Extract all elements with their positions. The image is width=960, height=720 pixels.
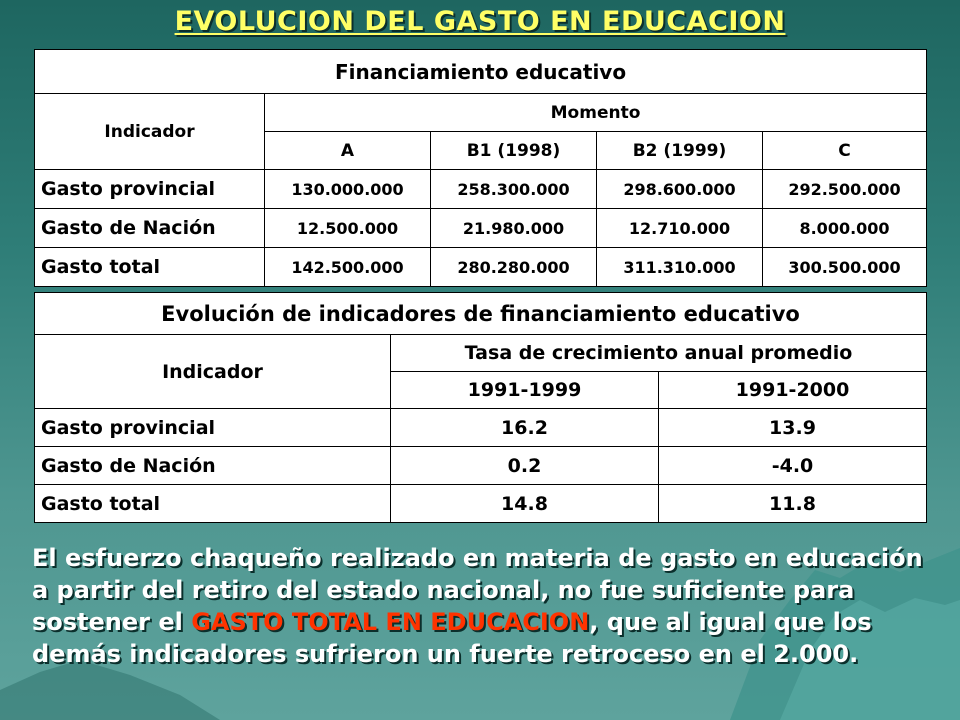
value-cell: 12.500.000: [265, 209, 431, 248]
value-cell: -4.0: [659, 447, 927, 485]
paragraph-text: , que al igual que los demás indicadores sufrieron un fuerte retroceso en el 2.000.: [32, 608, 872, 668]
column-header: 1991-2000: [659, 372, 927, 409]
value-cell: 292.500.000: [763, 170, 927, 209]
indicators-table-heading: Evolución de indicadores de financiamiento educativo: [35, 293, 927, 335]
table-row: [35, 209, 927, 248]
row-label: Gasto total: [35, 485, 391, 523]
indicator-header: Indicador: [35, 335, 391, 409]
paragraph-text: El esfuerzo chaqueño realizado en materia de gasto en educación a partir del retiro del estado nacional, no fue suficiente para sostener el: [32, 544, 923, 636]
table-row: [35, 409, 927, 447]
value-cell: 16.2: [391, 409, 659, 447]
row-label: Gasto total: [35, 248, 265, 287]
table-row: [35, 170, 927, 209]
value-cell: 12.710.000: [597, 209, 763, 248]
column-header: C: [763, 132, 927, 170]
table-row: [35, 447, 927, 485]
row-label: Gasto de Nación: [35, 209, 265, 248]
conclusion-paragraph: [32, 542, 932, 670]
slide-title: EVOLUCION DEL GASTO EN EDUCACION: [174, 6, 786, 37]
value-cell: 13.9: [659, 409, 927, 447]
value-cell: 8.000.000: [763, 209, 927, 248]
moment-header: Momento: [265, 94, 927, 132]
value-cell: 142.500.000: [265, 248, 431, 287]
value-cell: 130.000.000: [265, 170, 431, 209]
column-header: A: [265, 132, 431, 170]
row-label: Gasto provincial: [35, 409, 391, 447]
indicator-header: Indicador: [35, 94, 265, 170]
value-cell: 0.2: [391, 447, 659, 485]
row-label: Gasto provincial: [35, 170, 265, 209]
rate-header: Tasa de crecimiento anual promedio: [391, 335, 927, 372]
value-cell: 298.600.000: [597, 170, 763, 209]
value-cell: 300.500.000: [763, 248, 927, 287]
highlight-text: GASTO TOTAL EN EDUCACION: [191, 608, 590, 636]
financing-table: [34, 49, 927, 287]
table-row: [35, 248, 927, 287]
value-cell: 14.8: [391, 485, 659, 523]
value-cell: 311.310.000: [597, 248, 763, 287]
table-row: [35, 485, 927, 523]
value-cell: 258.300.000: [431, 170, 597, 209]
value-cell: 11.8: [659, 485, 927, 523]
financing-table-heading: Financiamiento educativo: [35, 50, 927, 94]
row-label: Gasto de Nación: [35, 447, 391, 485]
value-cell: 21.980.000: [431, 209, 597, 248]
column-header: 1991-1999: [391, 372, 659, 409]
column-header: B1 (1998): [431, 132, 597, 170]
indicators-table: [34, 292, 927, 523]
value-cell: 280.280.000: [431, 248, 597, 287]
column-header: B2 (1999): [597, 132, 763, 170]
